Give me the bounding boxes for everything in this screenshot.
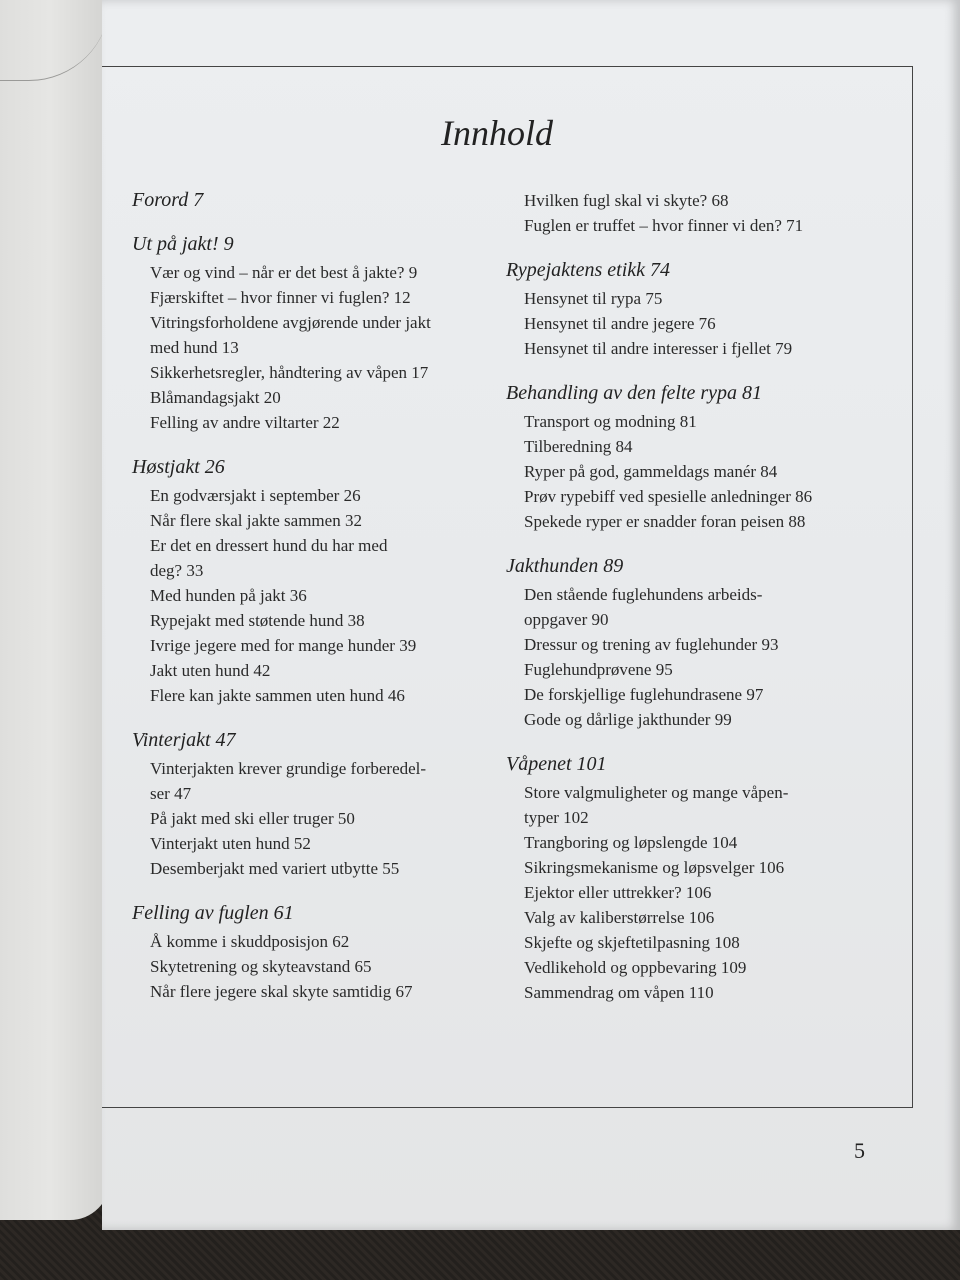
- toc-entry-line: Vinterjakten krever grundige forberedel-: [150, 759, 427, 778]
- toc-entry-line: typer 102: [524, 808, 589, 827]
- toc-entry: [506, 905, 886, 930]
- toc-entry: [506, 484, 886, 509]
- toc-entry: [132, 806, 492, 831]
- toc-entry: [506, 955, 886, 980]
- toc-section: [506, 188, 886, 238]
- facing-page-edge: [0, 0, 110, 1220]
- toc-section: [132, 188, 492, 212]
- toc-entry: [506, 980, 886, 1005]
- toc-entry-line: Felling av andre viltarter 22: [150, 413, 340, 432]
- toc-section: [132, 455, 492, 708]
- toc-entry-line: Sikringsmekanisme og løpsvelger 106: [524, 858, 785, 877]
- toc-entry-line: Den stående fuglehundens arbeids-: [524, 585, 763, 604]
- toc-entry-line: Skytetrening og skyteavstand 65: [150, 957, 372, 976]
- toc-entry-line: Tilberedning 84: [524, 437, 633, 456]
- toc-entry-line: Flere kan jakte sammen uten hund 46: [150, 686, 405, 705]
- toc-entry: [506, 509, 886, 534]
- toc-entry-line: På jakt med ski eller truger 50: [150, 809, 355, 828]
- toc-entry: [506, 632, 886, 657]
- toc-entry-line: Fjærskiftet – hvor finner vi fuglen? 12: [150, 288, 411, 307]
- toc-entry: [132, 683, 492, 708]
- toc-entry: [132, 483, 492, 508]
- toc-entry: [132, 583, 492, 608]
- toc-chapter-heading: Høstjakt 26: [132, 456, 225, 478]
- toc-entry: [132, 285, 492, 310]
- toc-entry: [506, 213, 886, 238]
- toc-entry-line: En godværsjakt i september 26: [150, 486, 361, 505]
- toc-entry: [506, 930, 886, 955]
- toc-entry-line: Ivrige jegere med for mange hunder 39: [150, 636, 417, 655]
- toc-chapter-heading: Ut på jakt! 9: [132, 233, 234, 255]
- toc-chapter-heading: Våpenet 101: [506, 753, 607, 775]
- toc-section: [132, 232, 492, 435]
- toc-chapter-heading: Vinterjakt 47: [132, 729, 236, 751]
- toc-entry: [506, 311, 886, 336]
- toc-entry: [506, 409, 886, 434]
- toc-entry-line: Når flere jegere skal skyte samtidig 67: [150, 982, 413, 1001]
- page-number: 5: [854, 1138, 865, 1163]
- toc-entry-line: Trangboring og løpslengde 104: [524, 833, 738, 852]
- toc-entry-line: Ryper på god, gammeldags manér 84: [524, 462, 778, 481]
- toc-entry-line: Gode og dårlige jakthunder 99: [524, 710, 732, 729]
- toc-entry: [506, 657, 886, 682]
- toc-right-column: [506, 188, 886, 1025]
- toc-entry-line: Hvilken fugl skal vi skyte? 68: [524, 191, 729, 210]
- toc-entry-line: Desemberjakt med variert utbytte 55: [150, 859, 400, 878]
- toc-entry: [132, 929, 492, 954]
- toc-entry: [132, 360, 492, 385]
- toc-entry-line: Fuglen er truffet – hvor finner vi den? 71: [524, 216, 804, 235]
- toc-entry: [132, 979, 492, 1004]
- toc-entry-line: Hensynet til andre interesser i fjellet 79: [524, 339, 793, 358]
- toc-chapter-heading: Jakthunden 89: [506, 555, 624, 577]
- toc-entry: [132, 410, 492, 435]
- toc-entry: [132, 508, 492, 533]
- toc-entry-line: Valg av kaliberstørrelse 106: [524, 908, 715, 927]
- toc-entry: [506, 434, 886, 459]
- book-page: [102, 0, 960, 1230]
- toc-entry-line: Hensynet til rypa 75: [524, 289, 663, 308]
- toc-entry: [506, 459, 886, 484]
- toc-entry: [132, 856, 492, 881]
- toc-entry-line: Jakt uten hund 42: [150, 661, 271, 680]
- toc-chapter-heading: Behandling av den felte rypa 81: [506, 382, 763, 404]
- toc-chapter-heading: Felling av fuglen 61: [132, 902, 294, 924]
- toc-entry: [132, 260, 492, 285]
- toc-entry: [132, 533, 492, 583]
- toc-entry-line: oppgaver 90: [524, 610, 609, 629]
- toc-entry-line: Blåmandagsjakt 20: [150, 388, 281, 407]
- toc-entry-line: Er det en dressert hund du har med: [150, 536, 388, 555]
- toc-entry-line: Når flere skal jakte sammen 32: [150, 511, 362, 530]
- toc-entry: [132, 658, 492, 683]
- toc-entry: [506, 855, 886, 880]
- toc-entry-line: Spekede ryper er snadder foran peisen 88: [524, 512, 806, 531]
- toc-entry-line: Sikkerhetsregler, håndtering av våpen 17: [150, 363, 429, 382]
- toc-entry-line: Vær og vind – når er det best å jakte? 9: [150, 263, 418, 282]
- toc-entry: [506, 880, 886, 905]
- toc-chapter-heading: Forord 7: [132, 189, 204, 211]
- toc-entry-line: med hund 13: [150, 338, 239, 357]
- toc-entry-line: Dressur og trening av fuglehunder 93: [524, 635, 779, 654]
- toc-entry: [132, 385, 492, 410]
- toc-entry: [132, 954, 492, 979]
- toc-chapter-heading: Rypejaktens etikk 74: [506, 259, 671, 281]
- toc-left-column: [132, 188, 492, 1024]
- toc-entry-line: Sammendrag om våpen 110: [524, 983, 714, 1002]
- toc-section: [506, 554, 886, 732]
- toc-entry-line: Hensynet til andre jegere 76: [524, 314, 716, 333]
- toc-entry: [506, 682, 886, 707]
- page-title: Innhold: [441, 113, 553, 153]
- toc-entry-line: Skjefte og skjeftetilpasning 108: [524, 933, 740, 952]
- toc-entry-line: Store valgmuligheter og mange våpen-: [524, 783, 789, 802]
- toc-entry: [506, 188, 886, 213]
- toc-entry: [506, 780, 886, 830]
- toc-entry-line: De forskjellige fuglehundrasene 97: [524, 685, 764, 704]
- toc-entry: [506, 830, 886, 855]
- page-curl: [0, 0, 110, 81]
- toc-entry-line: deg? 33: [150, 561, 204, 580]
- toc-section: [132, 728, 492, 881]
- toc-entry-line: Ejektor eller uttrekker? 106: [524, 883, 712, 902]
- toc-entry-line: Vedlikehold og oppbevaring 109: [524, 958, 747, 977]
- toc-entry-line: Vinterjakt uten hund 52: [150, 834, 311, 853]
- toc-entry-line: Å komme i skuddposisjon 62: [150, 932, 350, 951]
- toc-entry: [506, 582, 886, 632]
- toc-entry: [506, 707, 886, 732]
- toc-entry-line: Rypejakt med støtende hund 38: [150, 611, 365, 630]
- toc-entry: [132, 633, 492, 658]
- toc-section: [132, 901, 492, 1004]
- toc-entry: [506, 336, 886, 361]
- toc-entry: [132, 831, 492, 856]
- toc-entry-line: Fuglehundprøvene 95: [524, 660, 673, 679]
- toc-section: [506, 752, 886, 1005]
- toc-entry: [132, 310, 492, 360]
- toc-section: [506, 258, 886, 361]
- toc-entry: [132, 756, 492, 806]
- toc-entry: [132, 608, 492, 633]
- toc-entry-line: Prøv rypebiff ved spesielle anledninger 86: [524, 487, 813, 506]
- toc-entry-line: Med hunden på jakt 36: [150, 586, 307, 605]
- toc-section: [506, 381, 886, 534]
- toc-entry-line: Vitringsforholdene avgjørende under jakt: [150, 313, 431, 332]
- toc-entry-line: Transport og modning 81: [524, 412, 697, 431]
- toc-entry-line: ser 47: [150, 784, 192, 803]
- toc-entry: [506, 286, 886, 311]
